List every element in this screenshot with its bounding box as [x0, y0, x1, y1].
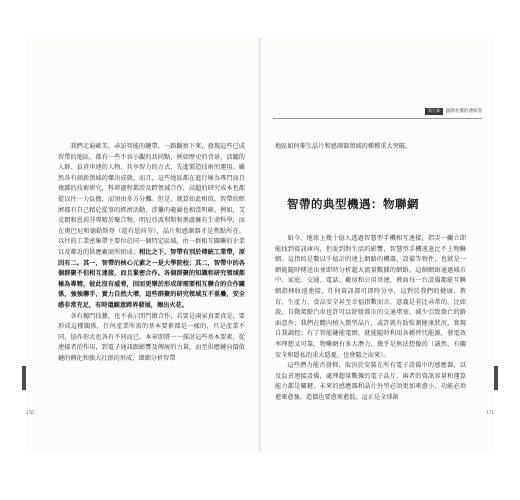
left-paragraph-2 [58, 312, 245, 365]
left-page-number: 170 [26, 410, 34, 415]
right-intro-paragraph: 地區如何催生晶片和感測器領域的種種重大突破。 [275, 143, 412, 150]
left-paragraph-1-bold-text: 相比之下，智帶有別於傳統工業帶，原因有二。其一，智帶的核心元素之一是大學院校；其二，智帶中的各個群聚不但相互連接，而且緊密合作。各個群聚的知識和研究領域都極為專精，彼此沒有威脅，因而更樂於形成卻需要相互聯合的合作關係，強強聯手，實力自然大增，這些群聚的研究領域互不重疊，安全感非常充足，有時還願意跨界發展，擦出火花。 [58, 248, 246, 309]
chapter-tag: 第七章 [425, 108, 443, 115]
right-page [261, 38, 494, 452]
right-page-body [275, 234, 466, 404]
left-page-body [58, 142, 245, 364]
right-paragraph-2: 這些潛力能否發揮，取決於安裝在所有電子設備中的感應器，以及負責連接設備，處理超量數據的電子晶片，兩者的資訊容量和運算能力都是關鍵。未來的感應器和晶片外型必須更加來愈小，功能必須愈來愈強，造價也要愈來愈低。這正是全球創 [275, 362, 466, 401]
left-edge-tab [22, 366, 26, 390]
section-heading: 智帶的典型機遇：物聯網 [287, 197, 419, 211]
running-title: 創新社群的連結者 [446, 109, 482, 115]
right-edge-tab [494, 366, 498, 390]
right-page-intro [275, 142, 466, 153]
left-paragraph-1-text: 我們走遍歐美，尋訪智能的鏈帶，一路觀察下來，發現這些已成智帶的地區，都有一些不容小觀的共同點，例如歷史的背景、活躍的人群、負責串連的人物、共享智力的方式，先進製造技術的運用。雖然各有創新領域的傑出成就，而且，這些地區都在進行極為專門而且複雜的技術研究，科研過程都涉及跨領域合作，高超的研究成本也都從以往一力負擔，而須由多方分攤。但是，就算如此相似，智帶的經濟都有自己精於從事的經濟活動，涉獵的範圍也相當明確。例如，艾克朗和恩荷芬專精於聚合物，明尼亞波利斯和奧盧擁有生命科學，而在奧巴尼和德勒斯登（還有恩荷芬），晶片和感測器才是焦點所在。以往的工業密集帶主要位於同一個特定區域，由一群相互關聯的企業以及鄰近的供應廠商所組成； [58, 143, 245, 256]
right-page-number: 171 [486, 410, 494, 415]
header-rule [273, 118, 482, 119]
right-paragraph-1: 如今，地球上幾十億人透過智慧型手機相互連接，指尖一觸立即能找到資訊庫內，但說到對生活的影響，智慧型手機遠遠比不上物聯網。這指的是數以千億計的連上網路的機器、設備等物件，也就是一網能隨時傳送出並即時分析超大流量數據的網絡。這個網絡通過城市中、家庭、交通、電話、廠房和公用基建，裡面每一台設備都能互聯網指揮收遠連接，任何資訊都可即時分享，這對於我們的健康、教育、生產力、食品安全甚至幸福指數而言，意義是非比尋常的。比如說，自動駕駛汽車也許可以舒緩都市的交通堵塞，減少引致傷亡的路面意外；我們在體內植入微型晶片，或許就有助監測健康狀況，實現自我調控；有了智能鏈能電網，就能隨時利用各種替代能源，發電效率理想又可靠，物聯網有多大潛力，幾乎是無法想像的（誠然，有關安全和隱私的重大隱憂，也會隨之而來）。 [275, 235, 466, 359]
left-paragraph-2-text: 各有獨門技藝，也不表示閉門做合作，若要是兩家真要真是，要形成這種關係，任何產業所需的基本要素都是一樣的，只是產業不同，協作形式也各有不同而已。本章即將一一探討這些基本要素，從連接者的作用，到電子通訊跟影響及傳統的力量，而至供應鏈向價值鏈的轉化和強大社群的形成，細細分析智帶 [58, 312, 245, 362]
left-page [26, 38, 259, 452]
running-header [425, 108, 482, 115]
left-paragraph-1 [58, 142, 245, 312]
